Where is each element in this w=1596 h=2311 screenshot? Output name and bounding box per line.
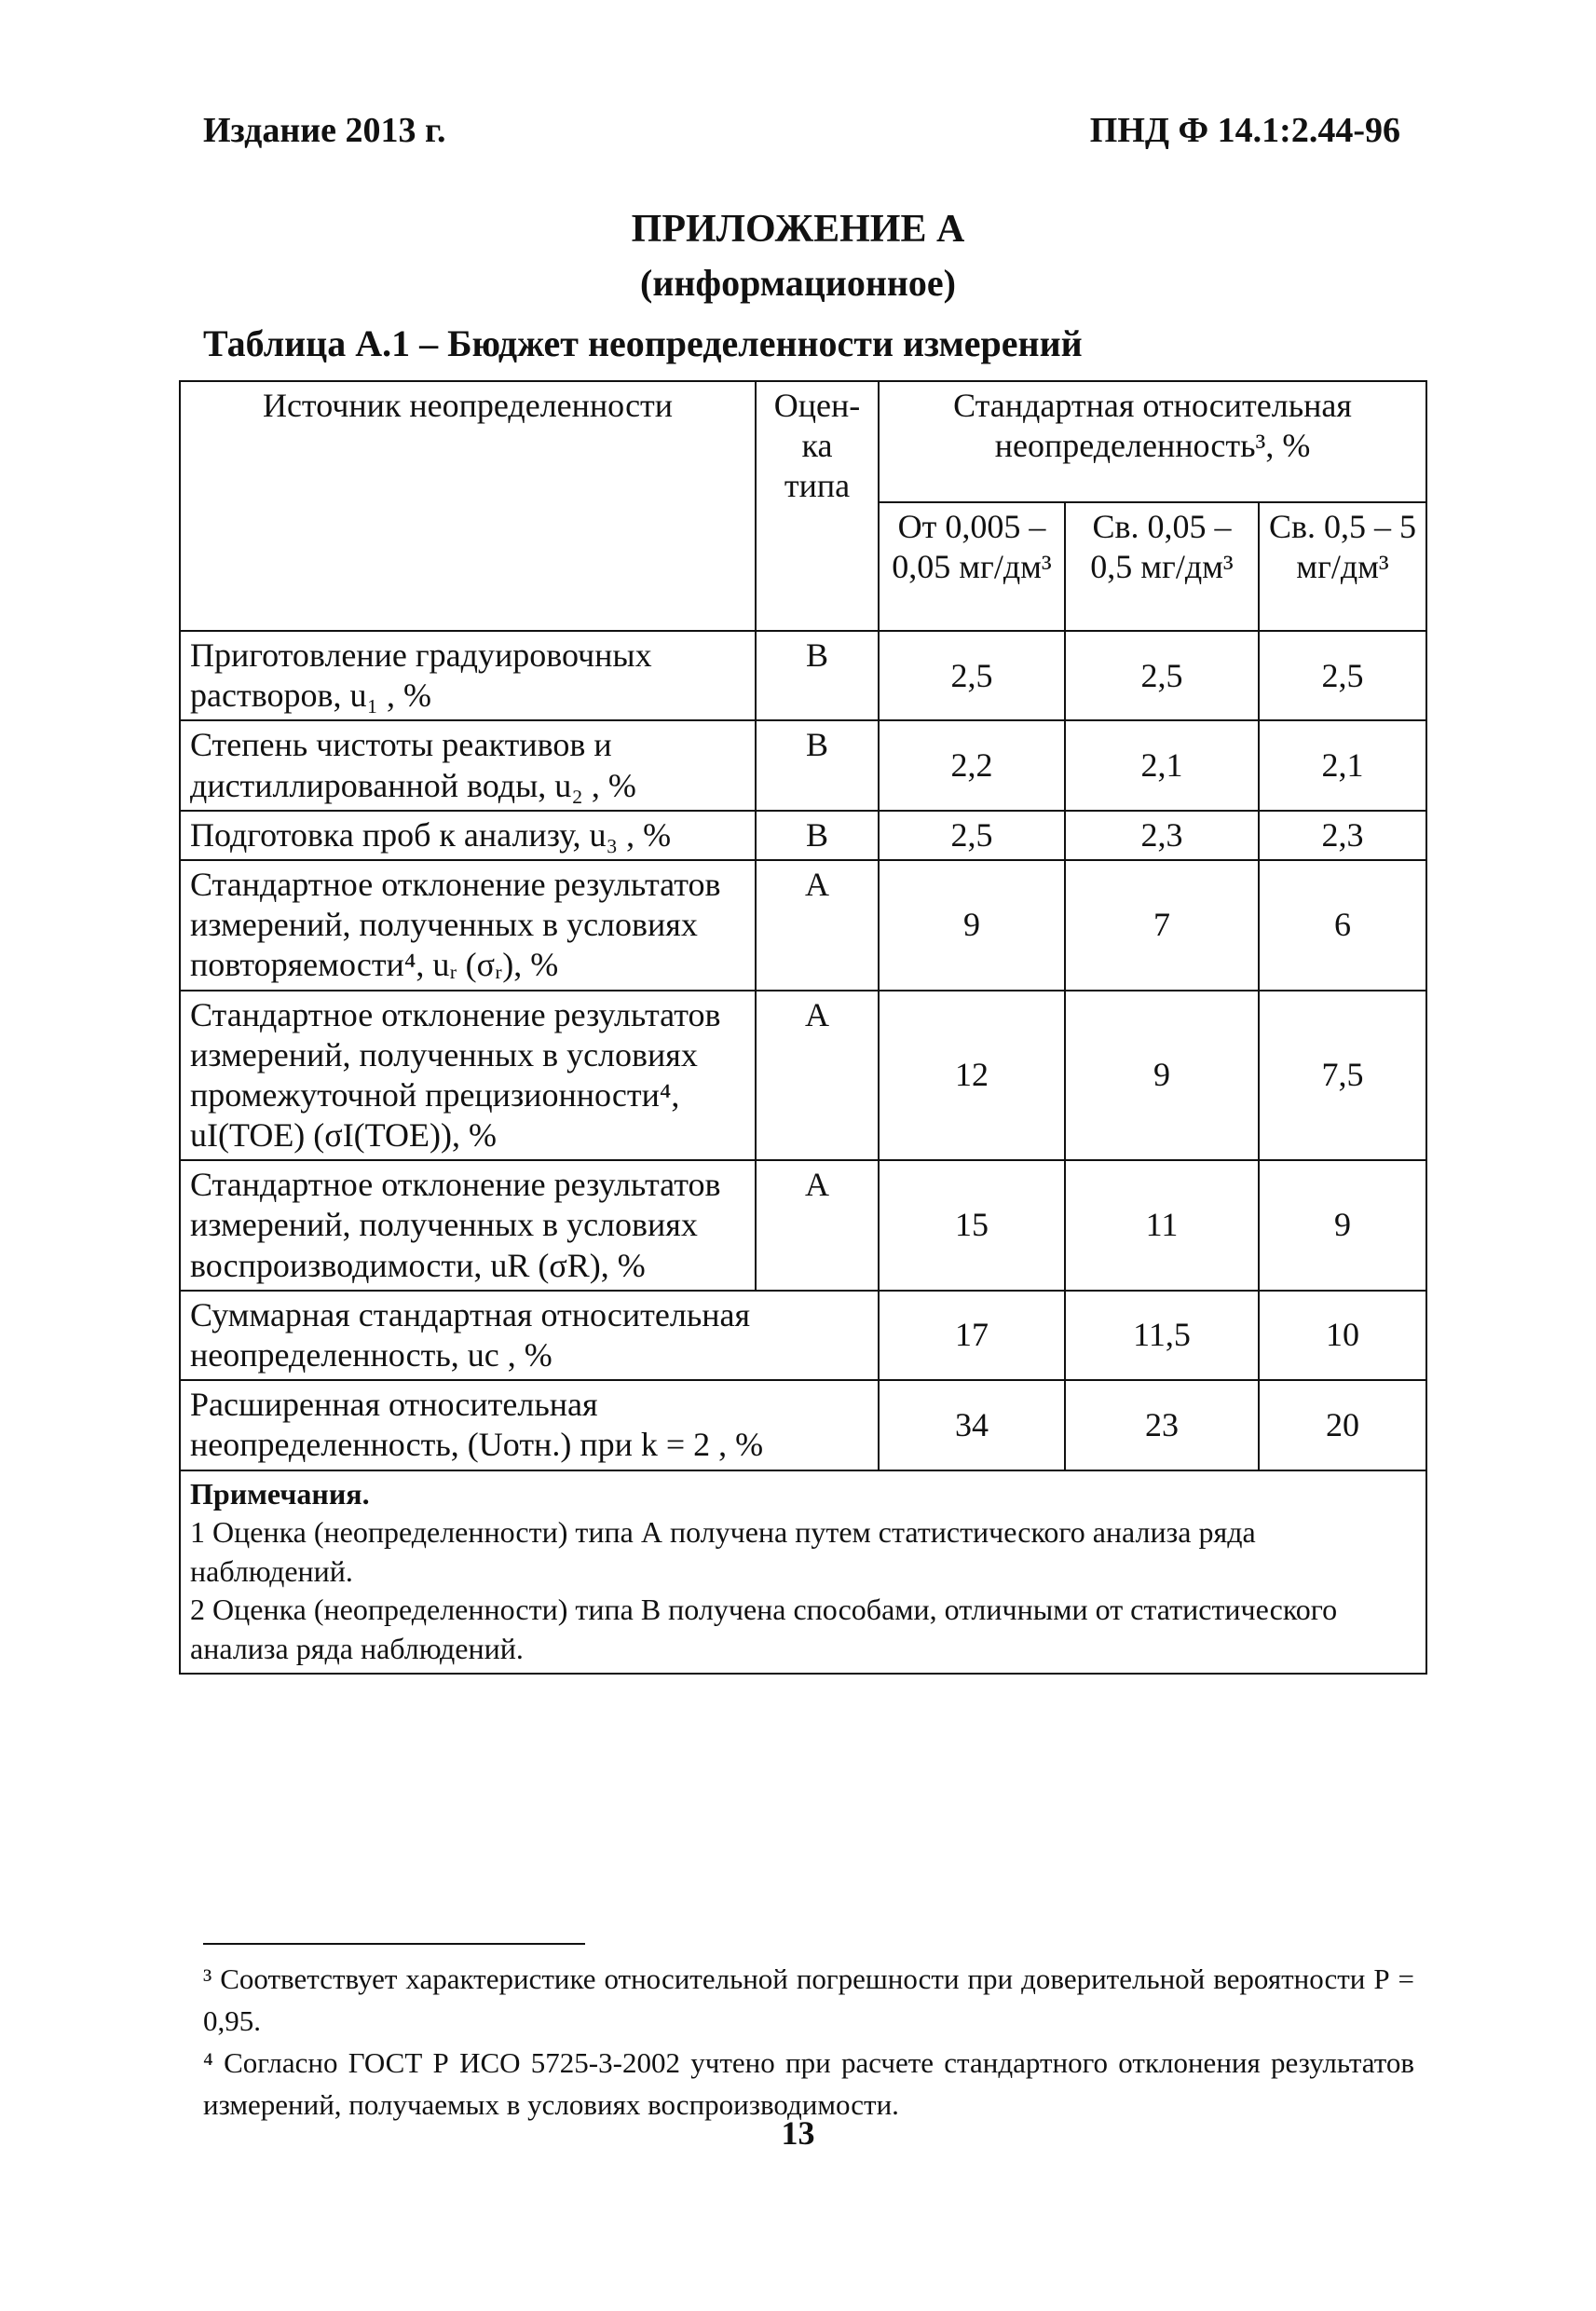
header-range-1: От 0,005 – 0,05 мг/дм³ bbox=[879, 502, 1065, 631]
table-row bbox=[180, 720, 1426, 810]
summary-value: 11,5 bbox=[1065, 1291, 1259, 1380]
header-type: Оцен-ка типа bbox=[756, 381, 879, 631]
summary-value: 23 bbox=[1065, 1380, 1259, 1470]
row-value: 2,5 bbox=[1259, 631, 1426, 720]
appendix-subtitle: (информационное) bbox=[640, 262, 956, 304]
row-value: 12 bbox=[879, 991, 1065, 1161]
row-source: Приготовление градуировочных растворов, u₁ , % bbox=[180, 631, 756, 720]
edition-label: Издание 2013 г. bbox=[203, 111, 446, 150]
table-row bbox=[180, 811, 1426, 860]
row-source: Подготовка проб к анализу, u₃ , % bbox=[180, 811, 756, 860]
table-row bbox=[180, 991, 1426, 1161]
note-item: 1 Оценка (неопределенности) типа А получена путем статистического анализа ряда наблюдений. bbox=[190, 1515, 1256, 1588]
row-type: В bbox=[756, 720, 879, 810]
row-type: В bbox=[756, 631, 879, 720]
summary-row bbox=[180, 1291, 1426, 1380]
row-value: 9 bbox=[1259, 1160, 1426, 1291]
row-value: 2,1 bbox=[1065, 720, 1259, 810]
page-number: 13 bbox=[781, 2114, 815, 2152]
summary-row bbox=[180, 1380, 1426, 1470]
table-caption: Таблица А.1 – Бюджет неопределенности измерений bbox=[203, 322, 1083, 364]
uncertainty-budget-table bbox=[179, 380, 1427, 1675]
row-source: Степень чистоты реактивов и дистиллированной воды, u₂ , % bbox=[180, 720, 756, 810]
table-row bbox=[180, 631, 1426, 720]
row-value: 11 bbox=[1065, 1160, 1259, 1291]
row-source: Стандартное отклонение результатов измерений, полученных в условиях воспроизводимости, uR (σR), % bbox=[180, 1160, 756, 1291]
table-row bbox=[180, 860, 1426, 991]
row-value: 9 bbox=[879, 860, 1065, 991]
row-source: Стандартное отклонение результатов измерений, полученных в условиях промежуточной прецизионности⁴, uI(TOE) (σI(TOE)), % bbox=[180, 991, 756, 1161]
row-type: А bbox=[756, 1160, 879, 1291]
summary-source: Расширенная относительная неопределенность, (Uотн.) при k = 2 , % bbox=[180, 1380, 879, 1470]
summary-value: 10 bbox=[1259, 1291, 1426, 1380]
footnote: ³ Соответствует характеристике относительной погрешности при доверительной вероятности Р = 0,95. bbox=[203, 1962, 1414, 2037]
notes-row bbox=[180, 1470, 1426, 1674]
summary-source: Суммарная стандартная относительная неопределенность, uc , % bbox=[180, 1291, 879, 1380]
row-value: 15 bbox=[879, 1160, 1065, 1291]
row-value: 2,1 bbox=[1259, 720, 1426, 810]
appendix-title: ПРИЛОЖЕНИЕ А bbox=[631, 208, 965, 251]
table-row bbox=[180, 1160, 1426, 1291]
row-value: 2,3 bbox=[1259, 811, 1426, 860]
row-value: 2,5 bbox=[879, 811, 1065, 860]
header-std-uncertainty: Стандартная относительная неопределенность³, % bbox=[879, 381, 1426, 502]
row-value: 2,2 bbox=[879, 720, 1065, 810]
summary-value: 20 bbox=[1259, 1380, 1426, 1470]
row-value: 7,5 bbox=[1259, 991, 1426, 1161]
notes-title: Примечания. bbox=[190, 1476, 370, 1511]
header-range-3: Св. 0,5 – 5 мг/дм³ bbox=[1259, 502, 1426, 631]
summary-value: 17 bbox=[879, 1291, 1065, 1380]
summary-value: 34 bbox=[879, 1380, 1065, 1470]
row-value: 2,3 bbox=[1065, 811, 1259, 860]
footnote-divider bbox=[203, 1943, 585, 1945]
header-range-2: Св. 0,05 – 0,5 мг/дм³ bbox=[1065, 502, 1259, 631]
note-item: 2 Оценка (неопределенности) типа В получена способами, отличными от статистического анализа ряда наблюдений. bbox=[190, 1593, 1338, 1665]
row-type: В bbox=[756, 811, 879, 860]
row-type: А bbox=[756, 860, 879, 991]
header-source: Источник неопределенности bbox=[180, 381, 756, 631]
row-value: 2,5 bbox=[879, 631, 1065, 720]
notes-cell bbox=[180, 1470, 1426, 1674]
row-value: 2,5 bbox=[1065, 631, 1259, 720]
row-value: 9 bbox=[1065, 991, 1259, 1161]
row-value: 6 bbox=[1259, 860, 1426, 991]
row-source: Стандартное отклонение результатов измерений, полученных в условиях повторяемости⁴, uᵣ (σᵣ), % bbox=[180, 860, 756, 991]
row-type: А bbox=[756, 991, 879, 1161]
document-code: ПНД Ф 14.1:2.44-96 bbox=[1089, 111, 1400, 150]
row-value: 7 bbox=[1065, 860, 1259, 991]
footnote: ⁴ Согласно ГОСТ Р ИСО 5725-3-2002 учтено при расчете стандартного отклонения результатов измерений, получаемых в условиях воспроизводимости. bbox=[203, 2046, 1414, 2121]
